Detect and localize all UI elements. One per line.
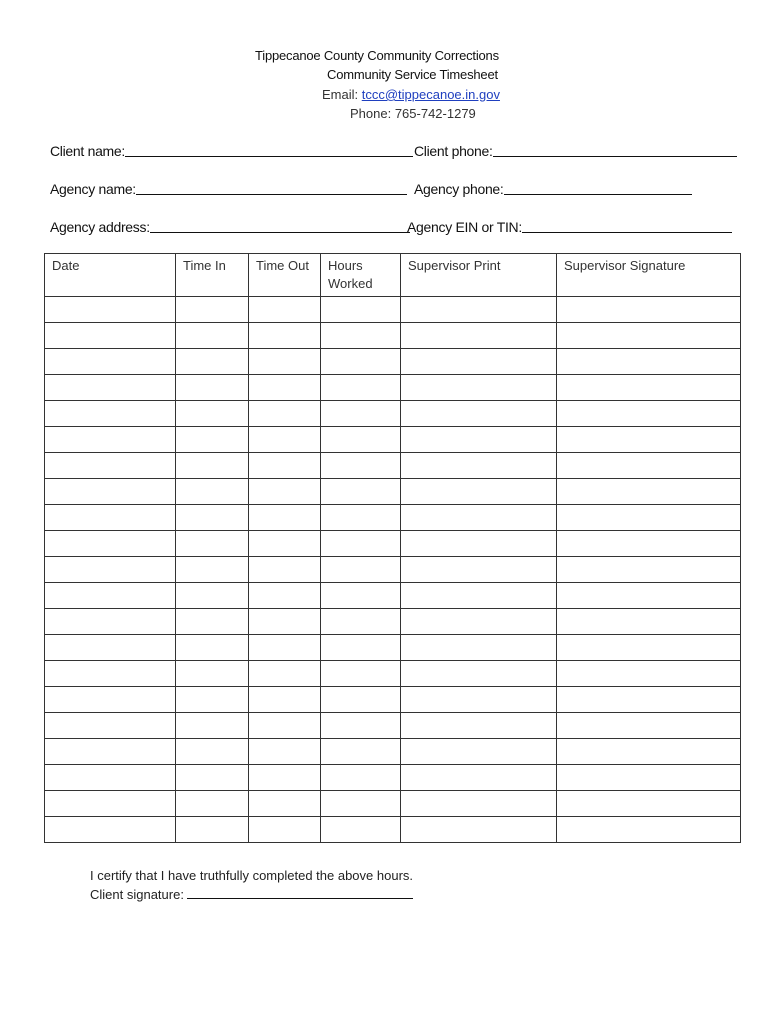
cell-supervisor-print[interactable] bbox=[401, 557, 557, 583]
column-header-time-in: Time In bbox=[176, 254, 249, 297]
table-row bbox=[45, 427, 741, 453]
client-phone-label: Client phone: bbox=[414, 143, 493, 159]
cell-date[interactable] bbox=[45, 687, 176, 713]
table-body bbox=[45, 297, 741, 843]
cell-time-out[interactable] bbox=[249, 349, 321, 375]
cell-supervisor-signature[interactable] bbox=[557, 453, 741, 479]
agency-ein-field[interactable] bbox=[407, 218, 732, 235]
table-row bbox=[45, 401, 741, 427]
cell-date[interactable] bbox=[45, 323, 176, 349]
cell-supervisor-signature[interactable] bbox=[557, 349, 741, 375]
cell-supervisor-print[interactable] bbox=[401, 505, 557, 531]
client-signature-label: Client signature: bbox=[90, 887, 184, 902]
agency-ein-line[interactable] bbox=[522, 218, 732, 233]
cell-hours-worked[interactable] bbox=[321, 765, 401, 791]
cell-date[interactable] bbox=[45, 817, 176, 843]
agency-name-label: Agency name: bbox=[50, 181, 136, 197]
cell-date[interactable] bbox=[45, 791, 176, 817]
cell-supervisor-print[interactable] bbox=[401, 323, 557, 349]
agency-address-label: Agency address: bbox=[50, 219, 150, 235]
table-row bbox=[45, 583, 741, 609]
form-title: Community Service Timesheet bbox=[327, 67, 498, 82]
cell-time-in[interactable] bbox=[176, 453, 249, 479]
cell-time-out[interactable] bbox=[249, 609, 321, 635]
cell-time-in[interactable] bbox=[176, 583, 249, 609]
client-name-field[interactable] bbox=[50, 142, 413, 159]
cell-time-out[interactable] bbox=[249, 323, 321, 349]
column-header-date: Date bbox=[45, 254, 176, 297]
certification-block bbox=[90, 866, 413, 904]
cell-supervisor-print[interactable] bbox=[401, 427, 557, 453]
cell-date[interactable] bbox=[45, 531, 176, 557]
cell-hours-worked[interactable] bbox=[321, 635, 401, 661]
cell-supervisor-print[interactable] bbox=[401, 687, 557, 713]
cell-time-out[interactable] bbox=[249, 375, 321, 401]
column-header-supervisor-print: Supervisor Print bbox=[401, 254, 557, 297]
cell-time-in[interactable] bbox=[176, 661, 249, 687]
cell-supervisor-print[interactable] bbox=[401, 349, 557, 375]
cell-supervisor-print[interactable] bbox=[401, 661, 557, 687]
cell-supervisor-signature[interactable] bbox=[557, 505, 741, 531]
cell-date[interactable] bbox=[45, 297, 176, 323]
cell-time-out[interactable] bbox=[249, 297, 321, 323]
cell-time-out[interactable] bbox=[249, 739, 321, 765]
organization-name: Tippecanoe County Community Corrections bbox=[255, 48, 499, 63]
cell-time-in[interactable] bbox=[176, 765, 249, 791]
cell-time-in[interactable] bbox=[176, 297, 249, 323]
cell-supervisor-print[interactable] bbox=[401, 635, 557, 661]
cell-time-in[interactable] bbox=[176, 713, 249, 739]
cell-time-in[interactable] bbox=[176, 635, 249, 661]
cell-hours-worked[interactable] bbox=[321, 661, 401, 687]
client-name-line[interactable] bbox=[125, 142, 413, 157]
table-row bbox=[45, 739, 741, 765]
cell-date[interactable] bbox=[45, 713, 176, 739]
cell-supervisor-signature[interactable] bbox=[557, 297, 741, 323]
table-row bbox=[45, 375, 741, 401]
cell-time-in[interactable] bbox=[176, 817, 249, 843]
cell-supervisor-signature[interactable] bbox=[557, 713, 741, 739]
cell-supervisor-signature[interactable] bbox=[557, 661, 741, 687]
cell-time-out[interactable] bbox=[249, 427, 321, 453]
cell-time-in[interactable] bbox=[176, 505, 249, 531]
cell-supervisor-print[interactable] bbox=[401, 791, 557, 817]
cell-supervisor-signature[interactable] bbox=[557, 635, 741, 661]
cell-hours-worked[interactable] bbox=[321, 531, 401, 557]
cell-time-out[interactable] bbox=[249, 505, 321, 531]
cell-supervisor-print[interactable] bbox=[401, 609, 557, 635]
cell-time-in[interactable] bbox=[176, 479, 249, 505]
cell-date[interactable] bbox=[45, 453, 176, 479]
cell-supervisor-print[interactable] bbox=[401, 583, 557, 609]
cell-supervisor-signature[interactable] bbox=[557, 583, 741, 609]
table-row bbox=[45, 791, 741, 817]
cell-supervisor-print[interactable] bbox=[401, 375, 557, 401]
cell-hours-worked[interactable] bbox=[321, 349, 401, 375]
cell-time-out[interactable] bbox=[249, 661, 321, 687]
cell-supervisor-signature[interactable] bbox=[557, 609, 741, 635]
cell-supervisor-print[interactable] bbox=[401, 739, 557, 765]
cell-date[interactable] bbox=[45, 609, 176, 635]
cell-date[interactable] bbox=[45, 583, 176, 609]
cell-supervisor-signature[interactable] bbox=[557, 427, 741, 453]
cell-date[interactable] bbox=[45, 661, 176, 687]
cell-supervisor-signature[interactable] bbox=[557, 739, 741, 765]
table-row bbox=[45, 635, 741, 661]
cell-hours-worked[interactable] bbox=[321, 479, 401, 505]
cell-supervisor-signature[interactable] bbox=[557, 531, 741, 557]
cell-time-in[interactable] bbox=[176, 531, 249, 557]
table-row bbox=[45, 297, 741, 323]
cell-hours-worked[interactable] bbox=[321, 687, 401, 713]
cell-supervisor-print[interactable] bbox=[401, 817, 557, 843]
cell-supervisor-print[interactable] bbox=[401, 297, 557, 323]
cell-hours-worked[interactable] bbox=[321, 505, 401, 531]
table-row bbox=[45, 609, 741, 635]
cell-date[interactable] bbox=[45, 427, 176, 453]
timesheet-table bbox=[44, 253, 741, 843]
email-line bbox=[322, 85, 500, 104]
client-phone-line[interactable] bbox=[493, 142, 737, 157]
cell-time-in[interactable] bbox=[176, 687, 249, 713]
cell-time-in[interactable] bbox=[176, 557, 249, 583]
table-row bbox=[45, 349, 741, 375]
table-row bbox=[45, 479, 741, 505]
table-row bbox=[45, 817, 741, 843]
cell-date[interactable] bbox=[45, 401, 176, 427]
cell-supervisor-signature[interactable] bbox=[557, 687, 741, 713]
cell-supervisor-print[interactable] bbox=[401, 453, 557, 479]
client-phone-field[interactable] bbox=[414, 142, 737, 159]
cell-hours-worked[interactable] bbox=[321, 817, 401, 843]
cell-time-in[interactable] bbox=[176, 349, 249, 375]
agency-name-line[interactable] bbox=[136, 180, 407, 195]
cell-time-out[interactable] bbox=[249, 479, 321, 505]
agency-address-line[interactable] bbox=[150, 218, 410, 233]
cell-hours-worked[interactable] bbox=[321, 791, 401, 817]
table-row bbox=[45, 531, 741, 557]
cell-supervisor-print[interactable] bbox=[401, 479, 557, 505]
table-row bbox=[45, 557, 741, 583]
agency-phone-label: Agency phone: bbox=[414, 181, 504, 197]
email-label: Email: bbox=[322, 87, 362, 102]
table-row bbox=[45, 323, 741, 349]
client-signature-line[interactable] bbox=[187, 886, 413, 899]
cell-supervisor-print[interactable] bbox=[401, 713, 557, 739]
cell-supervisor-signature[interactable] bbox=[557, 765, 741, 791]
certification-statement: I certify that I have truthfully completed the above hours. bbox=[90, 868, 414, 883]
cell-hours-worked[interactable] bbox=[321, 609, 401, 635]
cell-hours-worked[interactable] bbox=[321, 713, 401, 739]
table-row bbox=[45, 453, 741, 479]
cell-time-out[interactable] bbox=[249, 531, 321, 557]
cell-time-out[interactable] bbox=[249, 557, 321, 583]
cell-hours-worked[interactable] bbox=[321, 375, 401, 401]
cell-time-out[interactable] bbox=[249, 401, 321, 427]
table-row bbox=[45, 687, 741, 713]
cell-supervisor-signature[interactable] bbox=[557, 791, 741, 817]
cell-time-out[interactable] bbox=[249, 687, 321, 713]
cell-time-out[interactable] bbox=[249, 453, 321, 479]
client-name-label: Client name: bbox=[50, 143, 125, 159]
cell-time-in[interactable] bbox=[176, 401, 249, 427]
cell-supervisor-signature[interactable] bbox=[557, 401, 741, 427]
table-row bbox=[45, 505, 741, 531]
cell-supervisor-print[interactable] bbox=[401, 765, 557, 791]
agency-name-field[interactable] bbox=[50, 180, 407, 197]
cell-hours-worked[interactable] bbox=[321, 583, 401, 609]
agency-phone-line[interactable] bbox=[504, 180, 692, 195]
cell-hours-worked[interactable] bbox=[321, 323, 401, 349]
cell-time-in[interactable] bbox=[176, 609, 249, 635]
cell-time-out[interactable] bbox=[249, 635, 321, 661]
column-header-time-out: Time Out bbox=[249, 254, 321, 297]
cell-time-in[interactable] bbox=[176, 739, 249, 765]
agency-phone-field[interactable] bbox=[414, 180, 692, 197]
cell-time-out[interactable] bbox=[249, 817, 321, 843]
column-header-supervisor-signature: Supervisor Signature bbox=[557, 254, 741, 297]
email-link[interactable]: tccc@tippecanoe.in.gov bbox=[361, 87, 500, 102]
cell-date[interactable] bbox=[45, 635, 176, 661]
client-signature-field[interactable] bbox=[90, 885, 413, 904]
agency-address-field[interactable] bbox=[50, 218, 410, 235]
cell-date[interactable] bbox=[45, 375, 176, 401]
cell-time-out[interactable] bbox=[249, 765, 321, 791]
cell-supervisor-signature[interactable] bbox=[557, 375, 741, 401]
agency-ein-label: Agency EIN or TIN: bbox=[407, 219, 522, 235]
table-header-row bbox=[45, 254, 741, 297]
cell-time-in[interactable] bbox=[176, 427, 249, 453]
table-row bbox=[45, 765, 741, 791]
cell-hours-worked[interactable] bbox=[321, 427, 401, 453]
cell-date[interactable] bbox=[45, 479, 176, 505]
table-row bbox=[45, 661, 741, 687]
cell-time-out[interactable] bbox=[249, 583, 321, 609]
cell-hours-worked[interactable] bbox=[321, 557, 401, 583]
cell-date[interactable] bbox=[45, 557, 176, 583]
cell-hours-worked[interactable] bbox=[321, 739, 401, 765]
cell-time-out[interactable] bbox=[249, 713, 321, 739]
cell-supervisor-print[interactable] bbox=[401, 531, 557, 557]
phone-line: Phone: 765-742-1279 bbox=[350, 106, 476, 121]
cell-time-in[interactable] bbox=[176, 323, 249, 349]
table-row bbox=[45, 713, 741, 739]
cell-supervisor-signature[interactable] bbox=[557, 557, 741, 583]
cell-time-in[interactable] bbox=[176, 375, 249, 401]
cell-date[interactable] bbox=[45, 505, 176, 531]
cell-supervisor-print[interactable] bbox=[401, 401, 557, 427]
cell-date[interactable] bbox=[45, 739, 176, 765]
cell-hours-worked[interactable] bbox=[321, 401, 401, 427]
cell-date[interactable] bbox=[45, 349, 176, 375]
cell-supervisor-signature[interactable] bbox=[557, 323, 741, 349]
column-header-hours-worked: Hours Worked bbox=[321, 254, 401, 297]
cell-hours-worked[interactable] bbox=[321, 297, 401, 323]
cell-hours-worked[interactable] bbox=[321, 453, 401, 479]
cell-time-in[interactable] bbox=[176, 791, 249, 817]
cell-time-out[interactable] bbox=[249, 791, 321, 817]
cell-supervisor-signature[interactable] bbox=[557, 479, 741, 505]
cell-supervisor-signature[interactable] bbox=[557, 817, 741, 843]
cell-date[interactable] bbox=[45, 765, 176, 791]
